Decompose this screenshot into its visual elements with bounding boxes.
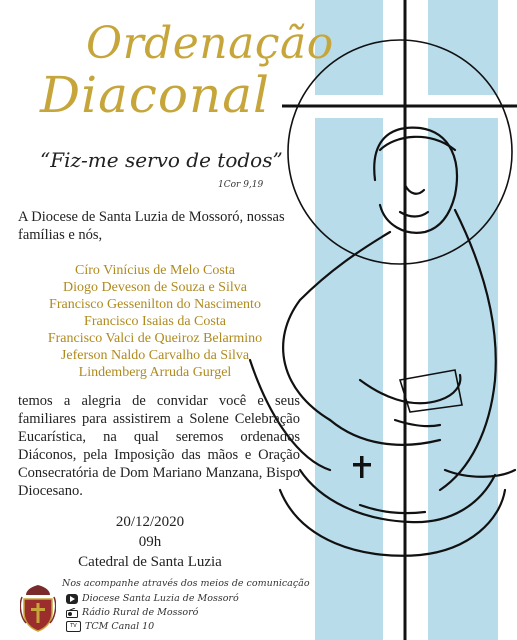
- ordinand-name: Francisco Valci de Queiroz Belarmino: [47, 331, 263, 346]
- youtube-icon: [66, 594, 78, 604]
- channel-tv[interactable]: [66, 621, 154, 632]
- invitation-body: temos a alegria de convidar você e seus familiares para assistirem a Solene Celebração Eucarística, na qual seremos ordenados Diáconos, pela Imposição das mãos e Oração Consecratória de Dom Mariano Manzana, Bispo Diocesano.: [18, 393, 300, 499]
- event-place: Catedral de Santa Luzia: [78, 554, 222, 570]
- cross-panel-bottom-right: [428, 118, 498, 640]
- channel-radio[interactable]: [66, 607, 198, 618]
- cross-panel-bottom-left: [315, 118, 383, 640]
- ordinand-name: Francisco Gessenilton do Nascimento: [49, 297, 261, 312]
- diocese-coat-of-arms: [20, 583, 56, 633]
- ordinand-name: Círo Vinícius de Melo Costa: [75, 263, 235, 278]
- ordinand-name: Diogo Deveson de Souza e Silva: [63, 280, 247, 295]
- event-date: 20/12/2020: [115, 514, 185, 530]
- radio-icon: [66, 608, 78, 618]
- ordinand-name: Jeferson Naldo Carvalho da Silva: [60, 348, 250, 363]
- scripture-reference: 1Cor 9,19: [218, 180, 264, 190]
- channel-label: Diocese Santa Luzia de Mossoró: [82, 593, 239, 604]
- scripture-quote: “Fiz-me servo de todos”: [40, 148, 283, 172]
- event-time: 09h: [138, 534, 162, 550]
- channel-label: Rádio Rural de Mossoró: [82, 607, 199, 618]
- ordinand-name: Lindemberg Arruda Gurgel: [78, 365, 232, 380]
- tv-icon: TV: [66, 621, 81, 632]
- title-line-2: Diaconal: [40, 66, 270, 124]
- follow-us-note: Nos acompanhe através dos meios de comunicação: [62, 578, 310, 589]
- channel-label: TCM Canal 10: [85, 621, 155, 632]
- intro-text: A Diocese de Santa Luzia de Mossoró, nossas famílias e nós,: [18, 209, 285, 243]
- ordinand-names: [30, 262, 280, 381]
- channel-youtube[interactable]: [66, 593, 239, 604]
- title-line-1: Ordenação: [86, 18, 334, 69]
- ordinand-name: Francisco Isaias da Costa: [84, 314, 226, 329]
